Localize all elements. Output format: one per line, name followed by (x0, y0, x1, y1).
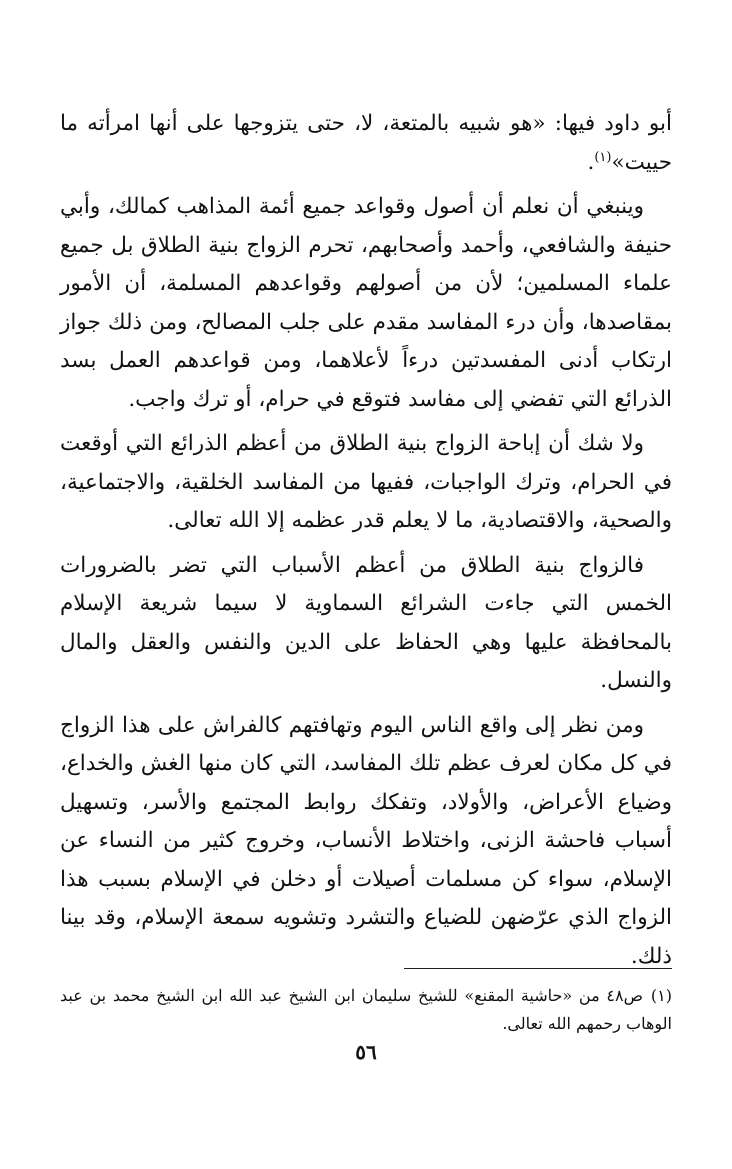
paragraph-1 (60, 105, 672, 182)
paragraph-5: ومن نظر إلى واقع الناس اليوم وتهافتهم كالفراش على هذا الزواج في كل مكان لعرف عظم تلك المفاسد، التي كان منها الغش والخداع، وضياع الأعراض، والأولاد، وتفكك روابط المجتمع والأسر، وتسهيل أسباب فاحشة الزنى، واختلاط الأنساب، وخروج كثير من النساء عن الإسلام، سواء كن مسلمات أصيلات أو دخلن في الإسلام بسبب هذا الزواج الذي عرّضهن للضياع والتشرد وتشويه سمعة الإسلام، وقد بينا ذلك. (60, 712, 672, 969)
footnote-reference[interactable]: (١) (594, 149, 612, 165)
footnote-divider (404, 968, 672, 969)
paragraph-1-end: . (587, 149, 595, 175)
paragraph-4: فالزواج بنية الطلاق من أعظم الأسباب التي تضر بالضرورات الخمس التي جاءت الشرائع السماوية لا سيما شريعة الإسلام بالمحافظة عليها وهي الحفاظ على الدين والنفس والعقل والمال والنسل. (60, 552, 672, 693)
page-body (60, 105, 672, 982)
paragraph-3: ولا شك أن إباحة الزواج بنية الطلاق من أعظم الذرائع التي أوقعت في الحرام، وترك الواجبات، ففيها من المفاسد الخلقية، والاجتماعية، والصحية، والاقتصادية، ما لا يعلم قدر عظمه إلا الله تعالى. (60, 431, 672, 533)
paragraph-2: وينبغي أن نعلم أن أصول وقواعد جميع أئمة المذاهب كمالك، وأبي حنيفة والشافعي، وأحمد وأصحابهم، تحرم الزواج بنية الطلاق بل جميع علماء المسلمين؛ لأن من أصولهم وقواعدهم المسلمة، أن الأمور بمقاصدها، وأن درء المفاسد مقدم على جلب المصالح، ومن ذلك جواز ارتكاب أدنى المفسدتين درءاً لأعلاهما، ومن قواعدهم العمل بسد الذرائع التي تفضي إلى مفاسد فتوقع في حرام، أو ترك واجب. (60, 194, 672, 412)
page-number: ٥٦ (355, 1040, 377, 1064)
footnote-text: ص٤٨ من «حاشية المقنع» للشيخ سليمان ابن الشيخ عبد الله ابن الشيخ محمد بن عبد الوهاب رحمهم الله تعالى. (60, 986, 672, 1033)
paragraph-1-text: أبو داود فيها: «هو شبيه بالمتعة، لا، حتى يتزوجها على أنها امرأته ما حييت» (60, 111, 672, 175)
footnote (60, 982, 672, 1038)
footnote-number: (١) (650, 986, 672, 1005)
